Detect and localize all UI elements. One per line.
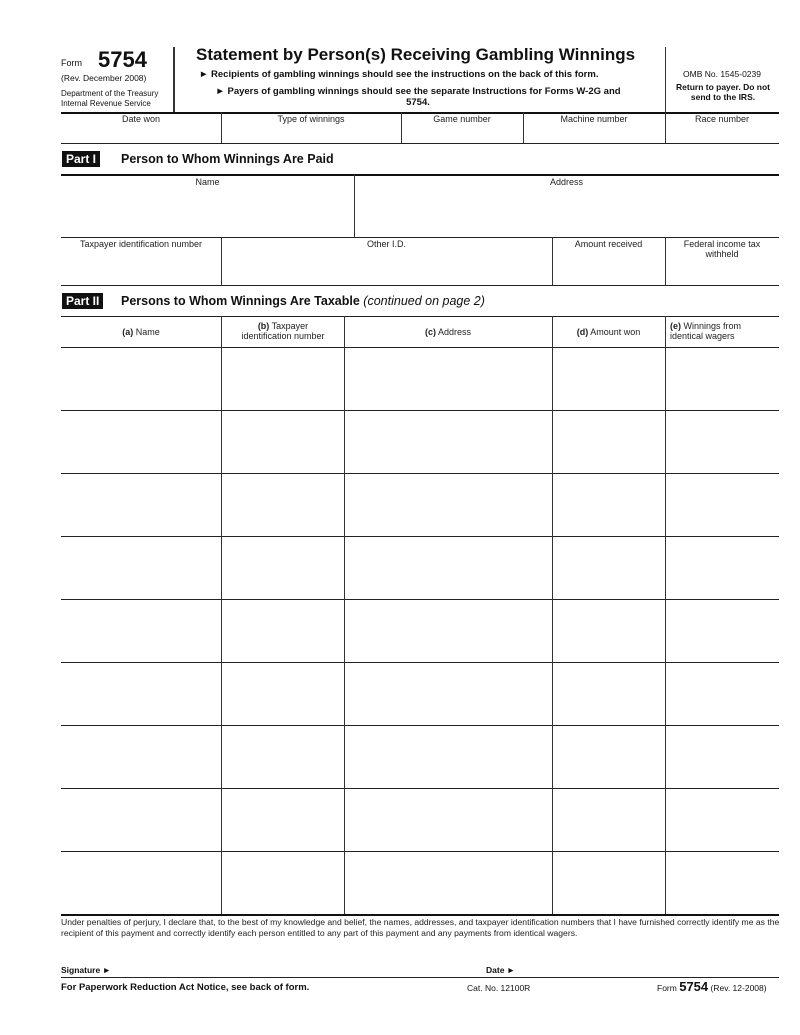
amount-received-field[interactable]: Amount received bbox=[574, 239, 643, 249]
col-header-name: (a) Name bbox=[122, 327, 160, 337]
table-cell[interactable] bbox=[665, 851, 779, 914]
table-cell[interactable] bbox=[665, 410, 779, 473]
form-number: 5754 bbox=[98, 47, 147, 72]
machine-number-field[interactable]: Machine number bbox=[560, 114, 628, 124]
table-cell[interactable] bbox=[552, 599, 665, 662]
table-cell[interactable] bbox=[344, 410, 552, 473]
table-cell[interactable] bbox=[61, 473, 221, 536]
table-cell[interactable] bbox=[61, 347, 221, 410]
table-cell[interactable] bbox=[221, 599, 344, 662]
instruction-recipients: ► Recipients of gambling winnings should see the instructions on the back of this form. bbox=[199, 69, 599, 80]
perjury-declaration: Under penalties of perjury, I declare that, to the best of my knowledge and belief, the names, addresses, and taxpayer identification numbers that I have furnished correctly identify me as the recipient of this payment and correctly identify each person entitled to any part of this payment and any payments from identical wagers. bbox=[61, 917, 780, 938]
table-cell[interactable] bbox=[61, 599, 221, 662]
table-cell[interactable] bbox=[665, 725, 779, 788]
part1-badge: Part I bbox=[62, 151, 100, 167]
table-cell[interactable] bbox=[344, 536, 552, 599]
table-cell[interactable] bbox=[61, 536, 221, 599]
payee-name-field[interactable]: Name bbox=[195, 177, 220, 187]
date-field[interactable]: Date ► bbox=[486, 965, 516, 975]
table-cell[interactable] bbox=[61, 410, 221, 473]
table-cell[interactable] bbox=[344, 662, 552, 725]
column-divider bbox=[552, 316, 553, 914]
omb-number: OMB No. 1545-0239 bbox=[683, 69, 761, 79]
part1-title: Person to Whom Winnings Are Paid bbox=[121, 152, 334, 166]
table-cell[interactable] bbox=[552, 788, 665, 851]
federal-tax-withheld-field[interactable]: Federal income tax withheld bbox=[683, 239, 761, 259]
table-cell[interactable] bbox=[221, 788, 344, 851]
form-label: Form bbox=[61, 58, 82, 68]
other-id-field[interactable]: Other I.D. bbox=[366, 239, 406, 249]
col-header-tin: (b) Taxpayer identification number bbox=[241, 321, 325, 341]
department: Department of the Treasury bbox=[61, 89, 159, 98]
table-cell[interactable] bbox=[665, 347, 779, 410]
column-divider bbox=[344, 316, 345, 914]
table-cell[interactable] bbox=[344, 473, 552, 536]
date-won-field[interactable]: Date won bbox=[121, 114, 161, 124]
table-cell[interactable] bbox=[344, 788, 552, 851]
instruction-payers: ► Payers of gambling winnings should see the separate Instructions for Forms W-2G and 5754. bbox=[215, 86, 621, 108]
footer-form-id: Form 5754 (Rev. 12-2008) bbox=[657, 979, 767, 994]
part2-title: Persons to Whom Winnings Are Taxable (continued on page 2) bbox=[121, 294, 485, 308]
table-cell[interactable] bbox=[61, 662, 221, 725]
table-cell[interactable] bbox=[221, 725, 344, 788]
agency: Internal Revenue Service bbox=[61, 99, 151, 108]
table-cell[interactable] bbox=[221, 536, 344, 599]
table-cell[interactable] bbox=[665, 473, 779, 536]
table-cell[interactable] bbox=[61, 725, 221, 788]
payee-address-field[interactable]: Address bbox=[549, 177, 584, 187]
column-divider bbox=[665, 316, 666, 914]
type-of-winnings-field[interactable]: Type of winnings bbox=[277, 114, 345, 124]
table-cell[interactable] bbox=[344, 347, 552, 410]
table-cell[interactable] bbox=[221, 662, 344, 725]
col-header-identical-wagers: (e) Winnings from identical wagers bbox=[670, 321, 742, 341]
payee-tin-field[interactable]: Taxpayer identification number bbox=[79, 239, 203, 249]
table-cell[interactable] bbox=[552, 851, 665, 914]
revision: (Rev. December 2008) bbox=[61, 73, 147, 83]
table-cell[interactable] bbox=[665, 788, 779, 851]
race-number-field[interactable]: Race number bbox=[694, 114, 750, 124]
part2-badge: Part II bbox=[62, 293, 103, 309]
table-cell[interactable] bbox=[221, 851, 344, 914]
table-cell[interactable] bbox=[665, 536, 779, 599]
game-number-field[interactable]: Game number bbox=[433, 114, 491, 124]
table-cell[interactable] bbox=[221, 410, 344, 473]
column-divider bbox=[221, 316, 222, 914]
table-cell[interactable] bbox=[61, 788, 221, 851]
table-cell[interactable] bbox=[665, 662, 779, 725]
table-cell[interactable] bbox=[552, 410, 665, 473]
cat-number: Cat. No. 12100R bbox=[467, 983, 531, 993]
table-cell[interactable] bbox=[552, 347, 665, 410]
table-cell[interactable] bbox=[552, 473, 665, 536]
table-cell[interactable] bbox=[61, 851, 221, 914]
paperwork-notice: For Paperwork Reduction Act Notice, see back of form. bbox=[61, 982, 310, 993]
part2-title-note: (continued on page 2) bbox=[363, 294, 485, 308]
col-header-amount-won: (d) Amount won bbox=[576, 327, 641, 337]
col-header-address: (c) Address bbox=[424, 327, 472, 337]
table-cell[interactable] bbox=[344, 851, 552, 914]
signature-field[interactable]: Signature ► bbox=[61, 965, 111, 975]
table-cell[interactable] bbox=[221, 347, 344, 410]
table-cell[interactable] bbox=[221, 473, 344, 536]
table-cell[interactable] bbox=[552, 725, 665, 788]
table-cell[interactable] bbox=[552, 662, 665, 725]
form-title: Statement by Person(s) Receiving Gambling Winnings bbox=[196, 45, 636, 64]
table-cell[interactable] bbox=[344, 725, 552, 788]
table-cell[interactable] bbox=[344, 599, 552, 662]
table-cell[interactable] bbox=[552, 536, 665, 599]
row-divider bbox=[61, 914, 779, 916]
table-cell[interactable] bbox=[665, 599, 779, 662]
return-note: Return to payer. Do not send to the IRS. bbox=[676, 82, 770, 102]
